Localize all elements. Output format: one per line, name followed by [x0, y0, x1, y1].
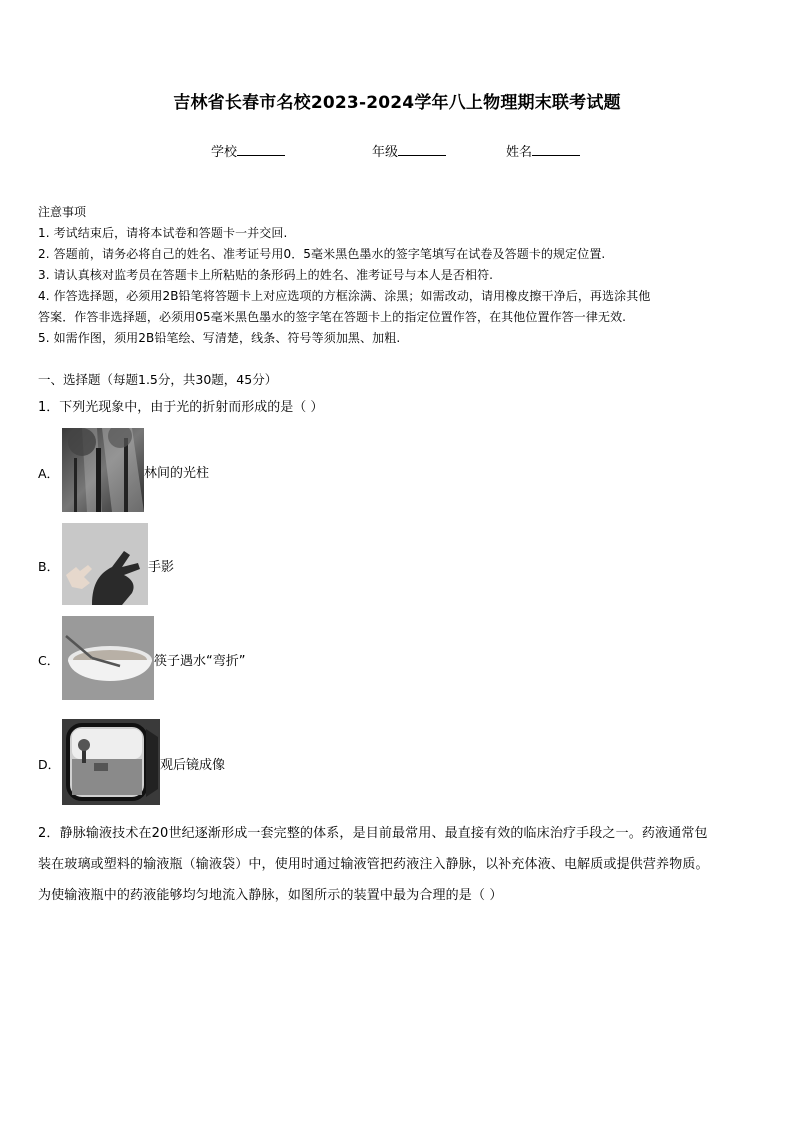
note-item: 答案．作答非选择题，必须用05毫米黑色墨水的签字笔在答题卡上的指定位置作答，在其他位置作答一律无效. — [38, 310, 627, 324]
option-c-text: 筷子遇水“弯折” — [154, 654, 246, 669]
question-2-line: 装在玻璃或塑料的输液瓶（输液袋）中，使用时通过输液管把药液注入静脉，以补充体液、电解质或提供营养物质。 — [38, 857, 709, 872]
rearview-mirror-photo — [62, 719, 160, 805]
chopstick-bowl-photo — [62, 616, 154, 700]
option-d-letter: D． — [38, 757, 61, 772]
option-c-letter: C． — [38, 653, 60, 668]
note-item: 1. 考试结束后，请将本试卷和答题卡一并交回. — [38, 226, 288, 240]
question-2-line: 为使输液瓶中的药液能够均匀地流入静脉，如图所示的装置中最为合理的是（ ） — [38, 888, 503, 903]
school-field — [211, 141, 285, 160]
notes-heading: 注意事项 — [38, 205, 87, 219]
forest-light-photo — [62, 428, 144, 512]
grade-label: 年级 — [372, 145, 399, 160]
grade-field — [372, 141, 446, 160]
option-a-text: 林间的光柱 — [144, 466, 210, 481]
page-title: 吉林省长春市名校2023-2024学年八上物理期末联考试题 — [173, 93, 621, 113]
name-field — [506, 141, 580, 160]
option-d-text: 观后镜成像 — [160, 758, 226, 773]
school-label: 学校 — [211, 145, 238, 160]
note-item: 4. 作答选择题，必须用2B铅笔将答题卡上对应选项的方框涂满、涂黑；如需改动，请用橡皮擦干净后，再选涂其他 — [38, 289, 651, 303]
note-item: 2. 答题前，请务必将自己的姓名、准考证号用0．5毫米黑色墨水的签字笔填写在试卷及答题卡的规定位置. — [38, 247, 606, 261]
hand-shadow-photo — [62, 523, 148, 605]
name-label: 姓名 — [506, 145, 533, 160]
option-b-text: 手影 — [148, 560, 175, 575]
grade-blank — [398, 143, 446, 156]
option-a-letter: A． — [38, 466, 60, 481]
question-2-line: 2．静脉输液技术在20世纪逐渐形成一套完整的体系，是目前最常用、最直接有效的临床治疗手段之一。药液通常包 — [38, 826, 708, 841]
name-blank — [532, 143, 580, 156]
section-heading: 一、选择题（每题1.5分，共30题，45分） — [38, 372, 278, 387]
note-item: 3. 请认真核对监考员在答题卡上所粘贴的条形码上的姓名、准考证号与本人是否相符. — [38, 268, 494, 282]
note-item: 5. 如需作图，须用2B铅笔绘、写清楚，线条、符号等须加黑、加粗. — [38, 331, 401, 345]
question-1-stem: 1．下列光现象中，由于光的折射而形成的是（ ） — [38, 400, 324, 415]
option-b-letter: B． — [38, 559, 60, 574]
school-blank — [237, 143, 285, 156]
